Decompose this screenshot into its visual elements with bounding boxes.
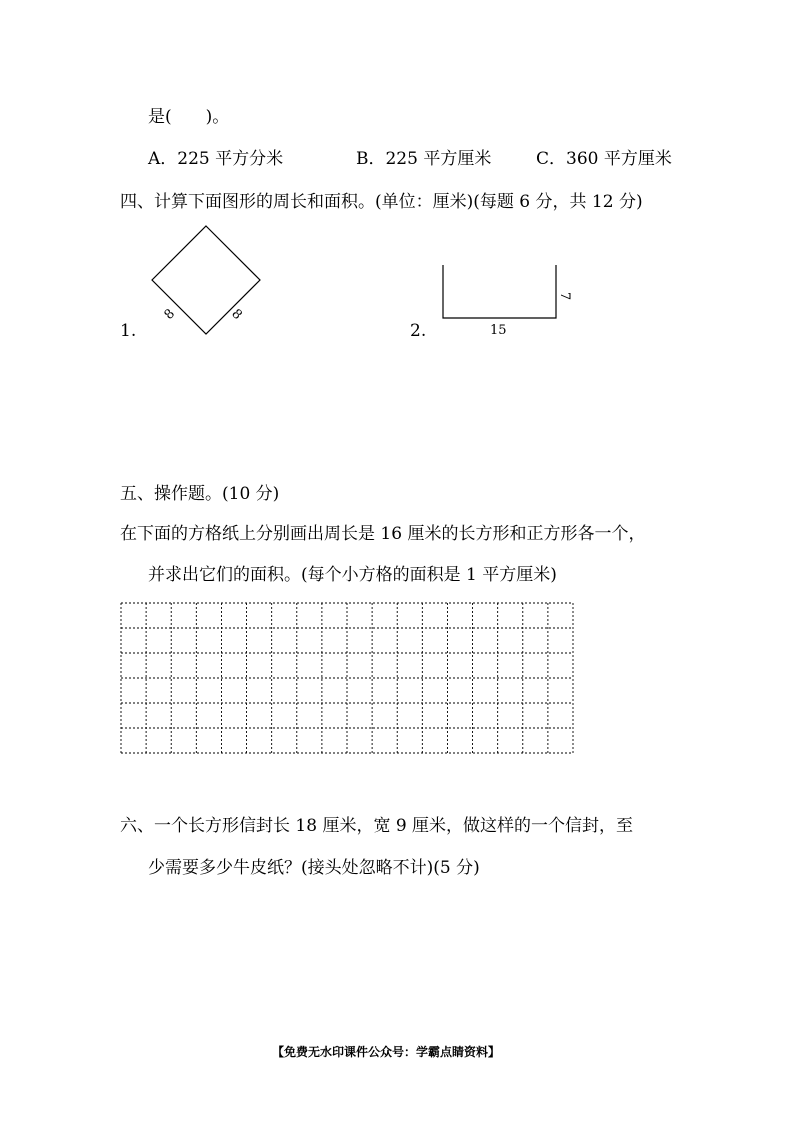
q4-figure1-side-left-label: 8: [161, 306, 179, 323]
q4-heading: 四、计算下面图形的周长和面积。(单位：厘米)(每题 6 分，共 12 分): [120, 192, 643, 212]
q3-option-a: A．225 平方分米: [148, 149, 284, 169]
q4-figure2-number: 2.: [410, 321, 427, 341]
q4-figure2-height-label: 7: [557, 291, 573, 301]
q5-grid-paper[interactable]: [120, 602, 574, 754]
q4-figure1-side-right-label: 8: [228, 306, 245, 323]
q6-line1: 六、一个长方形信封长 18 厘米，宽 9 厘米，做这样的一个信封，至: [120, 816, 634, 836]
q5-heading: 五、操作题。(10 分): [120, 484, 280, 504]
q5-line1: 在下面的方格纸上分别画出周长是 16 厘米的长方形和正方形各一个，: [120, 524, 646, 544]
footer-note: 【免费无水印课件公众号：学霸点睛资料】: [272, 1045, 501, 1059]
q3-option-b: B．225 平方厘米: [356, 149, 492, 169]
q6-line2: 少需要多少牛皮纸？(接头处忽略不计)(5 分): [148, 858, 480, 878]
q4-figure1-square: [150, 224, 265, 336]
q4-figure1-number: 1.: [120, 321, 137, 341]
q4-figure2-open-rectangle: [440, 262, 560, 322]
q3-option-c: C．360 平方厘米: [536, 149, 672, 169]
q4-figure2-bottom-label: 15: [490, 323, 507, 338]
q3-stem-end: 是( )。: [148, 107, 230, 127]
q5-line2: 并求出它们的面积。(每个小方格的面积是 1 平方厘米): [148, 565, 557, 585]
